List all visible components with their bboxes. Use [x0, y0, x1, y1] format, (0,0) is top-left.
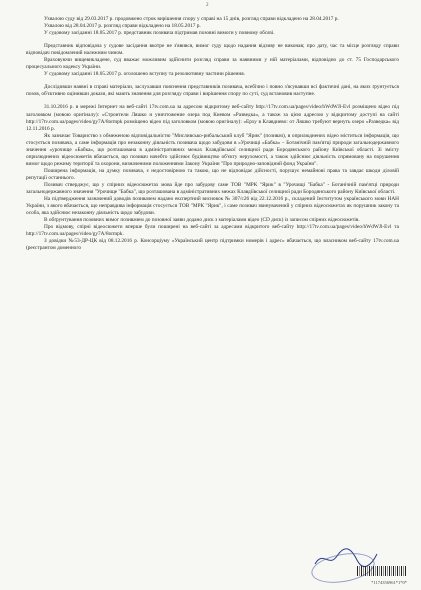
paragraph-6: У судовому засіданні 18.05.2017 р. оголошено вступну та резолютивну частини рішення. [44, 71, 245, 78]
page-number: 2 [206, 3, 209, 8]
paragraph-11: Позивач стверджує, що у спірних відеосюжетах мова йде про забудову саме ТОВ "МРК "Ярик" в "Урочищі "Бабка" - Ботанічній пам'ятці природи загальнодержавного значення "Урочище "Бабка", що розташована в адміністративних межах Клавдіївської селищної ради Бородянського району Київської області. [26, 181, 399, 196]
paragraph-12: На підтвердження зазначений доводів позивачем надано експертний висновок № 307/с26 від 22.12.2016 р., складений Інститутом українського мови НАН України, з якого вбачається, що неправдива інформація стосується ТОВ "МРК "Ярик", і саме позивач звинувачений у спірних відеосюжетах як порушник закону та особа, яка здійснює незаконну діяльність щодо забудови. [26, 196, 399, 217]
paragraph-2: Ухвалою від 28.04.2017 р. розгляд справи відкладено на 18.05.2017 р. [44, 23, 201, 30]
barcode [357, 566, 407, 576]
paragraph-4: Представник відповідача у судове засідання вкотре не з'явився, вимог суду щодо надання відзиву не виконав; про дату, час та місце розгляду справи відповідач повідомлений належним чином. [26, 43, 399, 57]
paragraph-9: Як зазначає Товариство з обмеженою відповідальністю "Мисливсько-рибальський клуб "Ярик" (позивач), в оприлюднених відео міститься інформація, що стосується позивача, а саме інформація про незаконну діяльність позивача щодо забудови в «Урочищі «Бабка» – Ботанічній пам'ятці природи загальнодержавного значення «урочище «Бабка», що розташована в адміністративних межах Клавдіївської селищної ради Бородянського району Київської області. Зі змісту оприлюднених відеосюжетів вбачається, що позивач начебто здійснює будівництво об'єкту нерухомості, а також здійснює діяльність спрямовану на порушення вимог щодо режиму території та охорони, визначеними положеннями Закону України "Про природно-заповідний фонд України". [26, 132, 399, 167]
paragraph-15: З довідки №53-ДР-ЦК від 08.12.2016 р. Консорціуму «Український центр підтримки номерів і адрес» вбачається, що власником веб-сайту 17tv.com.ua (реєстрантом доменного [26, 238, 399, 252]
paragraph-14: Про відмову, спірні відеосюжети вперше були поширені на веб-сайті за адресами відкритого веб-сайту http://17tv.com.ua/pages/video/hWdWJl-Evl та http://17tv.com.ua/pages/video/gy7A/8ormpk. [26, 224, 399, 238]
paragraph-10: Поширена інформація, на думку позивача, є недостовірною та такою, що не відповідає дійсності, порушує немайнові права та завдає шкоди діловій репутації останнього. [26, 167, 399, 181]
paragraph-8: 31.10.2016 р. в мережі Інтернет на веб-сайті 17tv.com.ua за адресою відкритому веб-сайту http://17tv.com.ua/pages/video/hWdWJl-Evl розміщено відео під заголовком (мовою оригіналу): «Строители Ляшко и уничтожение озера под Киевом «Разведка», а також за цією адресою у відкритому доступі на сайті http://17tv.com.ua/pages/video/gy7A/8ormpk розміщено відео під заголовком (мовою оригіналу): «Ерху в Клавдиево: от Ляшко требуют вернуть озеро «Разведка» від 12.11.2016 р. [26, 104, 399, 132]
paragraph-5: Враховуючи вищевикладене, суд вважає можливим здійснити розгляд справи за наявними у ній матеріалами, відповідно до ст. 75 Господарського процесуального кодексу України. [26, 57, 399, 71]
paragraph-7: Дослідивши наявні в справі матеріали, заслухавши пояснення представників позивача, всебічно і повно з'ясувавши всі фактичні дані, на яких ґрунтується позов, об'єктивно оцінивши докази, які мають значення для розгляду справи і вирішення спору по суті, суд встановив наступне. [26, 84, 399, 98]
paragraph-1: Ухвалою суду від 29.03.2017 р. продовжено строк вирішення спору у справі на 15 днів, розгляд справи відкладено на 28.04.2017 р. [44, 16, 339, 22]
paragraph-13: В обґрунтування позовних вимог позивачем до позовної заяви додано диск з матеріалами відео (CD диск) із записом спірних відеосюжетів. [44, 217, 360, 224]
paragraph-3: У судовому засіданні 18.05.2017 р. представник позивача підтримав позовні вимоги у повному обсязі. [44, 30, 275, 37]
barcode-code: *1174356961*1*0* [371, 580, 407, 585]
